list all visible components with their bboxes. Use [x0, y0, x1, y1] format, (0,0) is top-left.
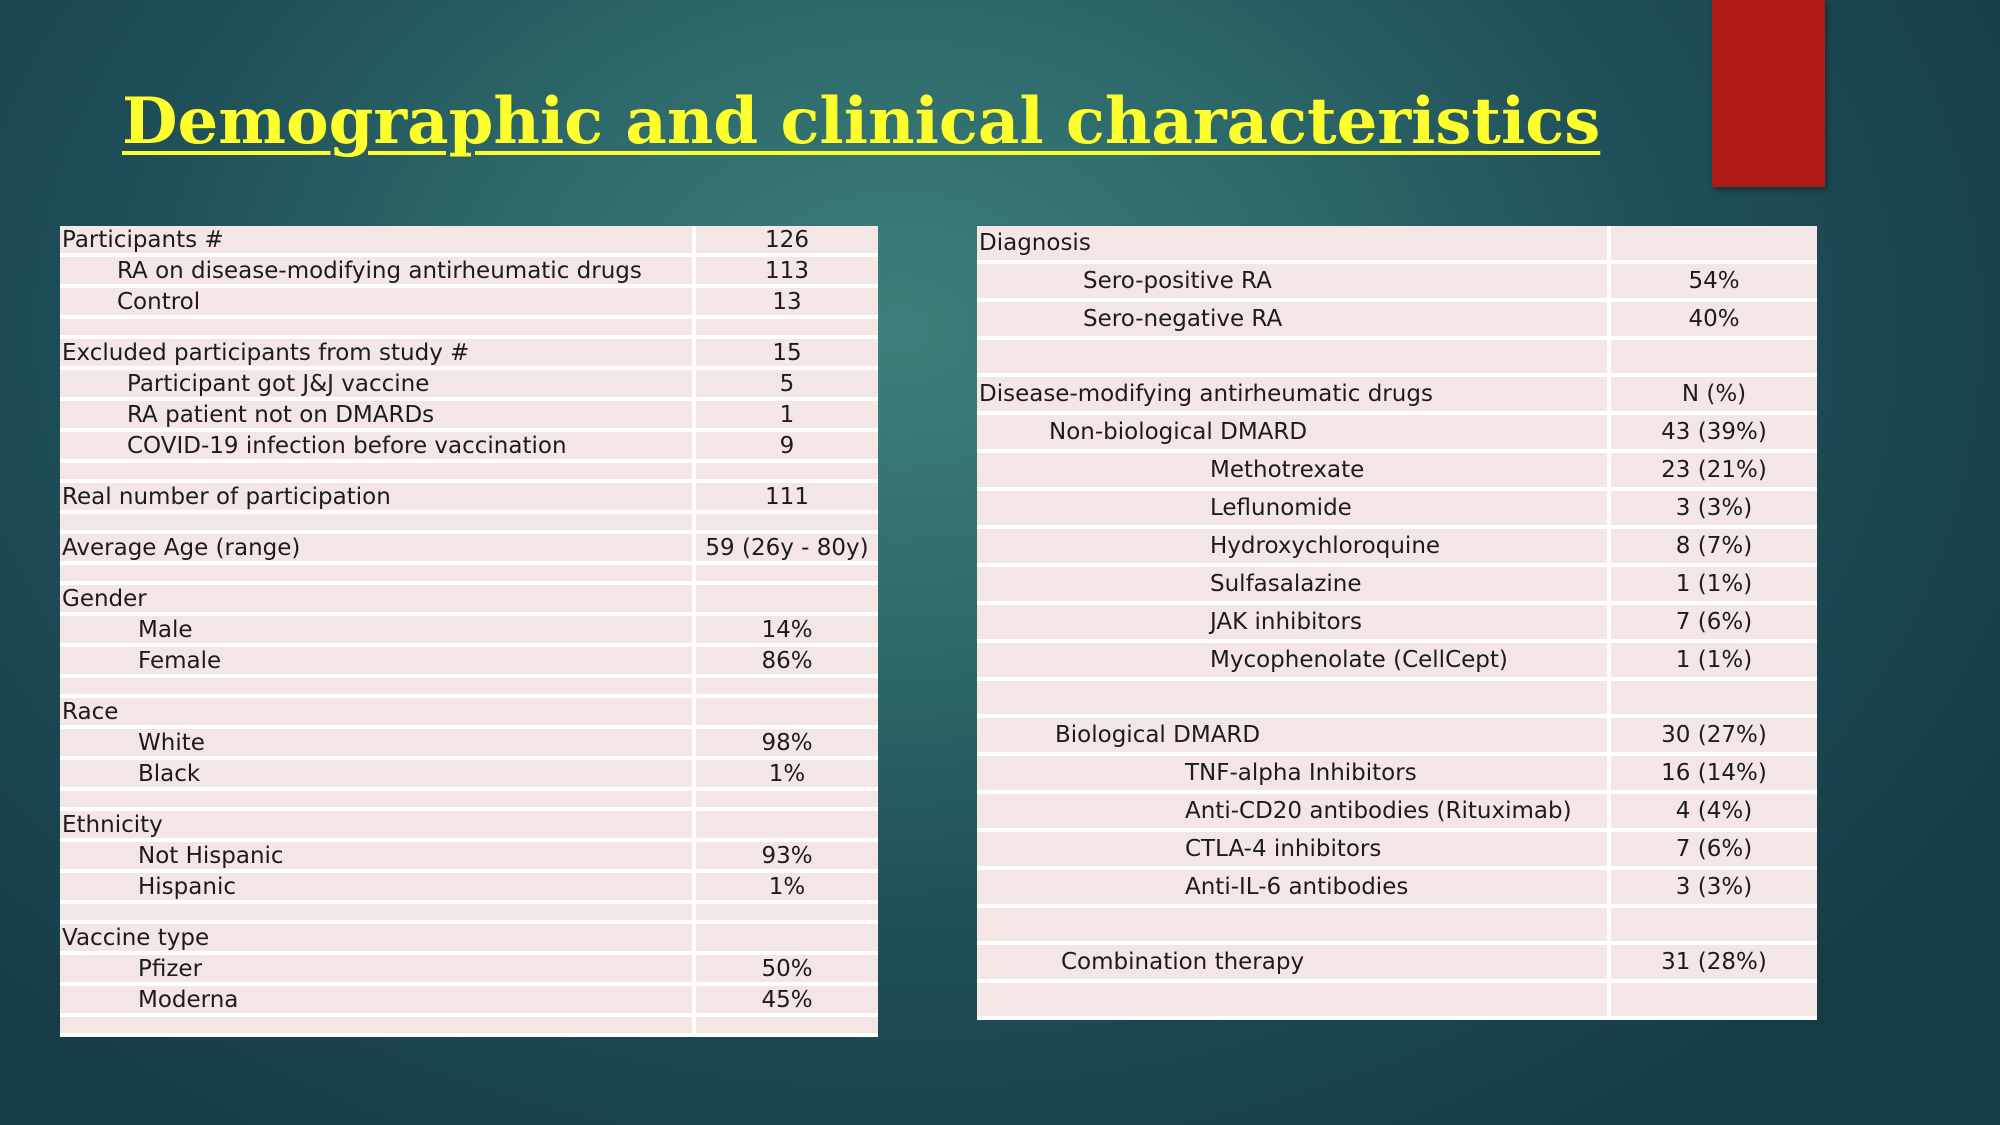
row-label: Sero-negative RA [977, 302, 1611, 340]
table-row [60, 729, 878, 760]
row-label: Disease-modifying antirheumatic drugs [977, 377, 1611, 415]
table-row-spacer [60, 319, 878, 339]
row-value [696, 463, 878, 483]
table-row [60, 955, 878, 986]
table-row [60, 339, 878, 370]
row-label: Ethnicity [60, 811, 696, 842]
row-value [1611, 681, 1817, 718]
table-row [60, 288, 878, 319]
table-row [60, 585, 878, 616]
row-value: 111 [696, 483, 878, 514]
row-value [696, 514, 878, 534]
row-label: RA patient not on DMARDs [60, 401, 696, 432]
table-row [60, 401, 878, 432]
table-row [977, 870, 1817, 908]
table-row [977, 605, 1817, 643]
table-row [60, 483, 878, 514]
table-row [60, 842, 878, 873]
row-label: Sulfasalazine [977, 567, 1611, 605]
table-row-spacer [977, 908, 1817, 945]
row-label [977, 983, 1611, 1020]
row-value [696, 319, 878, 339]
demographics-table [60, 226, 878, 1037]
table-row [977, 453, 1817, 491]
row-value [696, 698, 878, 729]
table-row [60, 616, 878, 647]
row-label: Sero-positive RA [977, 264, 1611, 302]
row-label: Real number of participation [60, 483, 696, 514]
row-value: 1 [696, 401, 878, 432]
table-row-spacer [60, 791, 878, 811]
table-row [977, 718, 1817, 756]
slide-title: Demographic and clinical characteristics [122, 84, 1601, 159]
row-label: Anti-IL-6 antibodies [977, 870, 1611, 908]
row-label: Race [60, 698, 696, 729]
table-row [977, 643, 1817, 681]
row-value: 50% [696, 955, 878, 986]
row-value [696, 904, 878, 924]
row-label: Combination therapy [977, 945, 1611, 983]
row-value: 3 (3%) [1611, 870, 1817, 908]
row-label: Anti-CD20 antibodies (Rituximab) [977, 794, 1611, 832]
table-row [977, 832, 1817, 870]
table-row [977, 415, 1817, 453]
clinical-table [977, 226, 1817, 1020]
row-label: White [60, 729, 696, 760]
table-row [60, 257, 878, 288]
table-row [977, 377, 1817, 415]
table-row [60, 873, 878, 904]
table-row [60, 986, 878, 1017]
row-label [60, 904, 696, 924]
row-label: Pfizer [60, 955, 696, 986]
row-label [60, 1017, 696, 1037]
row-value: 23 (21%) [1611, 453, 1817, 491]
row-label: Methotrexate [977, 453, 1611, 491]
row-label: Non-biological DMARD [977, 415, 1611, 453]
row-value: 7 (6%) [1611, 605, 1817, 643]
row-value: 40% [1611, 302, 1817, 340]
row-label: Diagnosis [977, 226, 1611, 264]
row-label: Hydroxychloroquine [977, 529, 1611, 567]
row-value [696, 1017, 878, 1037]
table-row-spacer [60, 514, 878, 534]
row-value: 93% [696, 842, 878, 873]
table-row [60, 226, 878, 257]
row-value: 16 (14%) [1611, 756, 1817, 794]
row-label [60, 565, 696, 585]
row-label: TNF-alpha Inhibitors [977, 756, 1611, 794]
table-row-spacer [60, 463, 878, 483]
row-label [977, 340, 1611, 377]
row-label: RA on disease-modifying antirheumatic drugs [60, 257, 696, 288]
row-label: Hispanic [60, 873, 696, 904]
table-row-spacer [977, 340, 1817, 377]
row-value: N (%) [1611, 377, 1817, 415]
row-value: 30 (27%) [1611, 718, 1817, 756]
row-value: 1% [696, 873, 878, 904]
row-label [60, 463, 696, 483]
row-value [1611, 983, 1817, 1020]
table-row [977, 794, 1817, 832]
row-label: Not Hispanic [60, 842, 696, 873]
row-label: Vaccine type [60, 924, 696, 955]
row-value: 4 (4%) [1611, 794, 1817, 832]
table-row [977, 264, 1817, 302]
row-value: 1 (1%) [1611, 567, 1817, 605]
row-value: 8 (7%) [1611, 529, 1817, 567]
row-label: Black [60, 760, 696, 791]
row-value: 86% [696, 647, 878, 678]
table-row-spacer [977, 681, 1817, 718]
row-label: Participant got J&J vaccine [60, 370, 696, 401]
row-label [977, 681, 1611, 718]
row-label: Male [60, 616, 696, 647]
table-row [60, 432, 878, 463]
table-row [977, 945, 1817, 983]
row-label: JAK inhibitors [977, 605, 1611, 643]
row-label: Control [60, 288, 696, 319]
row-value: 3 (3%) [1611, 491, 1817, 529]
table-row [977, 529, 1817, 567]
table-row [977, 756, 1817, 794]
row-label: Excluded participants from study # [60, 339, 696, 370]
row-value [696, 565, 878, 585]
row-label: Gender [60, 585, 696, 616]
row-value: 7 (6%) [1611, 832, 1817, 870]
row-label: Average Age (range) [60, 534, 696, 565]
row-value [1611, 226, 1817, 264]
row-label: COVID-19 infection before vaccination [60, 432, 696, 463]
table-row [977, 226, 1817, 264]
row-value: 1 (1%) [1611, 643, 1817, 681]
row-value: 5 [696, 370, 878, 401]
table-row-spacer [60, 678, 878, 698]
row-label: Female [60, 647, 696, 678]
accent-bar [1712, 0, 1825, 187]
row-label: CTLA-4 inhibitors [977, 832, 1611, 870]
row-value [696, 585, 878, 616]
row-label [977, 908, 1611, 945]
row-value: 113 [696, 257, 878, 288]
table-row [60, 534, 878, 565]
row-label [60, 319, 696, 339]
table-row [977, 491, 1817, 529]
row-value: 98% [696, 729, 878, 760]
row-value [696, 791, 878, 811]
row-value: 126 [696, 226, 878, 257]
row-value: 15 [696, 339, 878, 370]
table-row [60, 370, 878, 401]
row-value [696, 924, 878, 955]
table-row [60, 924, 878, 955]
row-value: 9 [696, 432, 878, 463]
row-value: 13 [696, 288, 878, 319]
table-row-spacer [60, 904, 878, 924]
row-label [60, 514, 696, 534]
row-label: Moderna [60, 986, 696, 1017]
row-label [60, 791, 696, 811]
table-row-spacer [60, 565, 878, 585]
row-label: Biological DMARD [977, 718, 1611, 756]
table-row-spacer [60, 1017, 878, 1037]
table-row-spacer [977, 983, 1817, 1020]
row-value [696, 678, 878, 698]
table-row [60, 698, 878, 729]
table-row [60, 647, 878, 678]
row-label: Mycophenolate (CellCept) [977, 643, 1611, 681]
row-value [1611, 340, 1817, 377]
table-row [60, 760, 878, 791]
row-value: 45% [696, 986, 878, 1017]
row-label: Participants # [60, 226, 696, 257]
row-value: 31 (28%) [1611, 945, 1817, 983]
row-value: 54% [1611, 264, 1817, 302]
row-value: 59 (26y - 80y) [696, 534, 878, 565]
row-label [60, 678, 696, 698]
row-value: 14% [696, 616, 878, 647]
row-value [696, 811, 878, 842]
row-value [1611, 908, 1817, 945]
row-label: Leflunomide [977, 491, 1611, 529]
table-row [60, 811, 878, 842]
table-row [977, 302, 1817, 340]
table-row [977, 567, 1817, 605]
row-value: 43 (39%) [1611, 415, 1817, 453]
row-value: 1% [696, 760, 878, 791]
